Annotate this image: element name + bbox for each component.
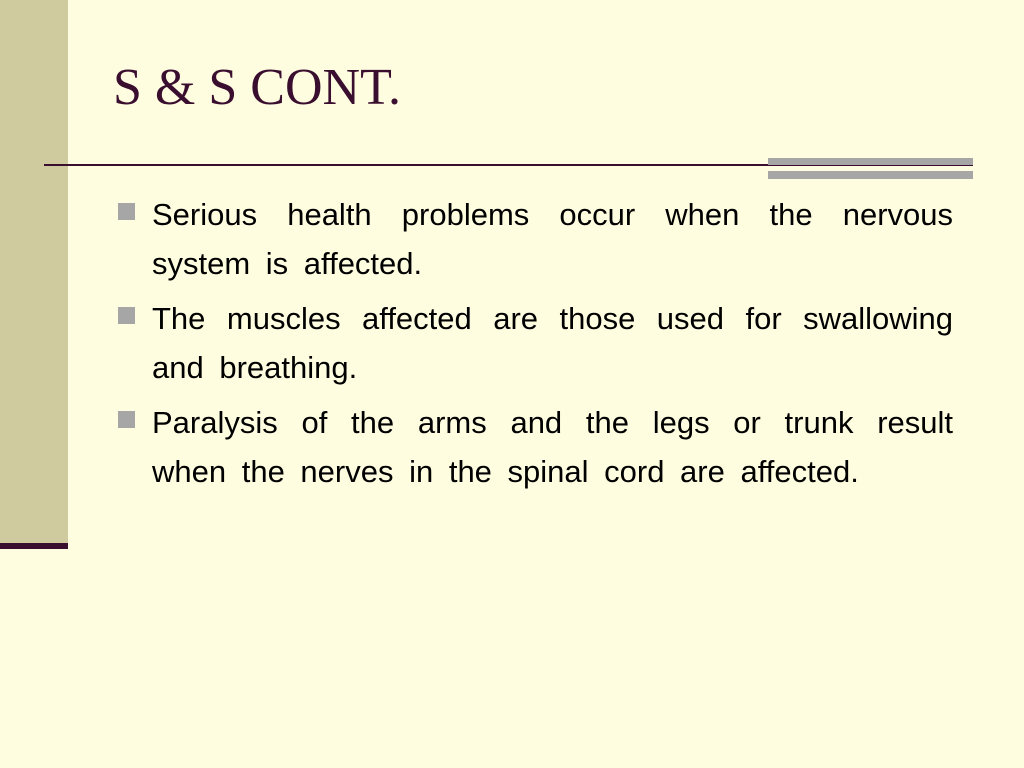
- bullet-text: Serious health problems occur when the nervous system is affected.: [152, 197, 953, 281]
- divider-accent-bar-top: [768, 158, 973, 165]
- divider-accent-bar-bottom: [768, 171, 973, 179]
- bullet-text: The muscles affected are those used for swallowing and breathing.: [152, 301, 953, 385]
- bullet-item: [115, 190, 953, 288]
- slide-title: S & S CONT.: [113, 59, 401, 116]
- square-bullet-icon: [118, 203, 135, 220]
- left-bar-underline: [0, 543, 68, 549]
- square-bullet-icon: [118, 307, 135, 324]
- square-bullet-icon: [118, 411, 135, 428]
- bullet-text: Paralysis of the arms and the legs or trunk result when the nerves in the spinal cord are affected.: [152, 405, 953, 489]
- bullet-item: [115, 398, 953, 496]
- bullet-list: [115, 190, 953, 502]
- left-decorative-bar: [0, 0, 68, 545]
- bullet-item: [115, 294, 953, 392]
